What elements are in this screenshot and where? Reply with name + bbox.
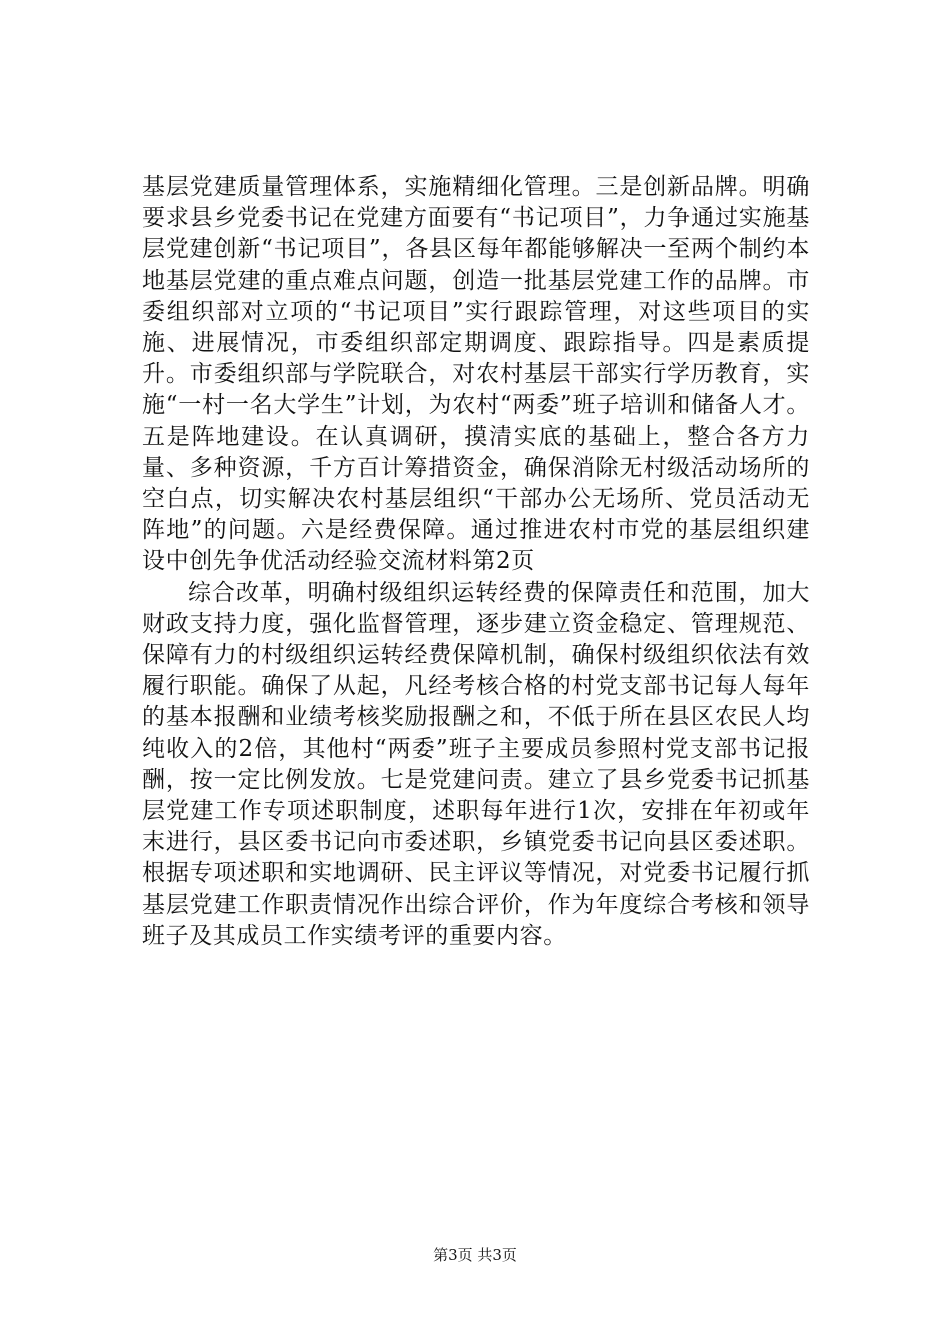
paragraph-continued: 基层党建质量管理体系，实施精细化管理。三是创新品牌。明确要求县乡党委书记在党建方面要有“书记项目”，力争通过实施基层党建创新“书记项目”，各县区每年都能够解决一至两个制约本地基层党建的重点难点问题，创造一批基层党建工作的品牌。市委组织部对立项的“书记项目”实行跟踪管理，对这些项目的实施、进展情况，市委组织部定期调度、跟踪指导。四是素质提升。市委组织部与学院联合，对农村基层干部实行学历教育，实施“一村一名大学生”计划，为农村“两委”班子培训和储备人才。五是阵地建设。在认真调研，摸清实底的基础上，整合各方力量、多种资源，千方百计筹措资金，确保消除无村级活动场所的空白点，切实解决农村基层组织“干部办公无场所、党员活动无阵地”的问题。六是经费保障。通过推进农村市党的基层组织建设中创先争优活动经验交流材料第2页 (142, 174, 810, 575)
paragraph: 综合改革，明确村级组织运转经费的保障责任和范围，加大财政支持力度，强化监督管理，逐步建立资金稳定、管理规范、保障有力的村级组织运转经费保障机制，确保村级组织依法有效履行职能。确保了从起，凡经考核合格的村党支部书记每人每年的基本报酬和业绩考核奖励报酬之和，不低于所在县区农民人均纯收入的2倍，其他村“两委”班子主要成员参照村党支部书记报酬，按一定比例发放。七是党建问责。建立了县乡党委书记抓基层党建工作专项述职制度，述职每年进行1次，安排在年初或年末进行，县区委书记向市委述职，乡镇党委书记向县区委述职。根据专项述职和实地调研、民主评议等情况，对党委书记履行抓基层党建工作职责情况作出综合评价，作为年度综合考核和领导班子及其成员工作实绩考评的重要内容。 (142, 579, 810, 949)
page-footer: 第3页 共3页 (433, 1246, 517, 1264)
document-body (142, 172, 810, 952)
